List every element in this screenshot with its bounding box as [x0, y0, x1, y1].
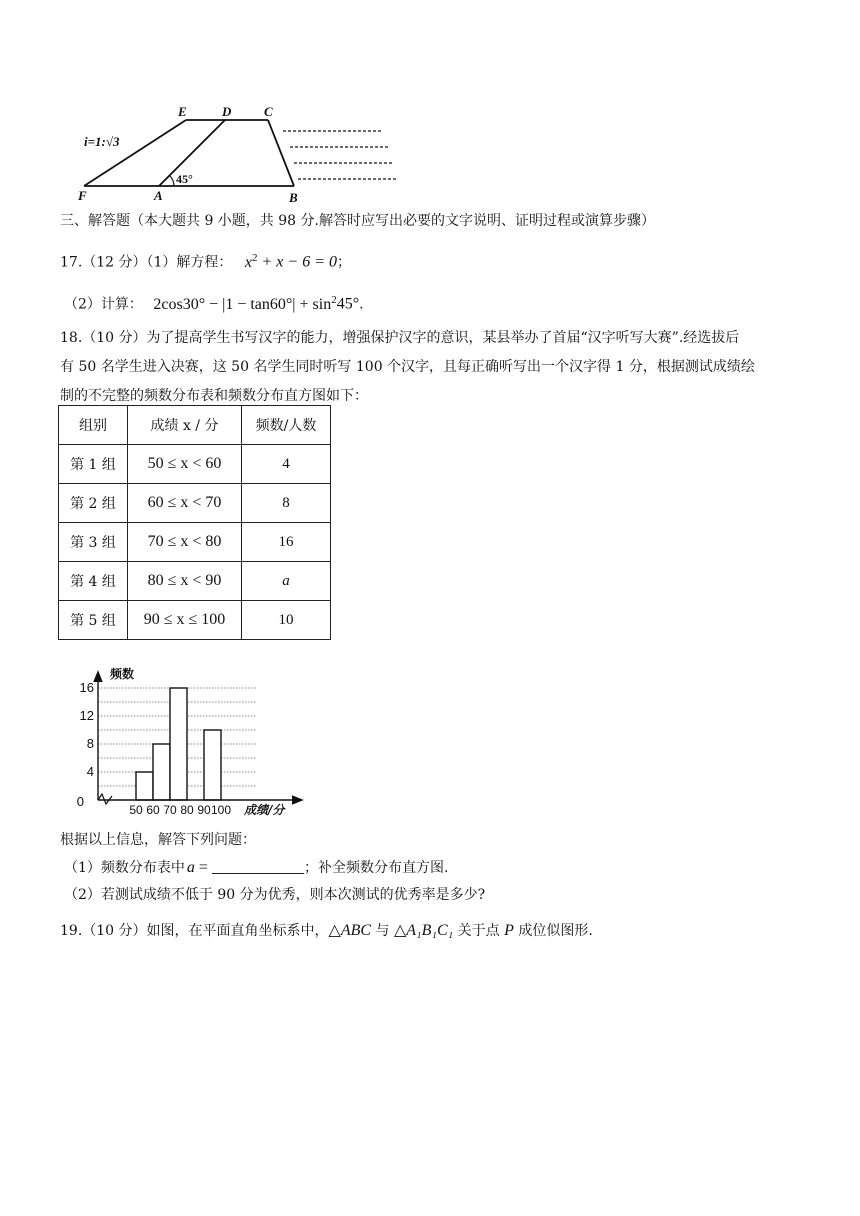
question-17-part1 — [60, 248, 351, 273]
x-tick-label: 50 — [129, 803, 143, 817]
q17-eq1-rest: + x − 6 = 0 — [257, 253, 337, 271]
point-label-e: E — [178, 104, 187, 119]
q18-sub1-a: （1）频数分布表中 — [64, 860, 185, 876]
point-label-b: B — [289, 190, 298, 205]
point-label-a: A — [154, 188, 163, 203]
table-row — [59, 601, 331, 640]
q17-eq2-end: . — [359, 296, 364, 313]
y-tick-label: 12 — [79, 708, 94, 723]
question-18-line2: 有 50 名学生进入决赛，这 50 名学生同时听写 100 个汉字，且每正确听写出一个汉字得 1 分，根据测试成绩绘 — [60, 359, 755, 375]
table-header: 组别 — [59, 406, 128, 445]
table-cell-range: 80 ≤ x < 90 — [128, 562, 242, 601]
q17-eq2-b: 45° — [336, 295, 360, 313]
table-row — [59, 445, 331, 484]
table-header: 成绩 x / 分 — [128, 406, 242, 445]
point-label-c: C — [264, 104, 273, 119]
table-header-row — [59, 406, 331, 445]
table-cell-range: 90 ≤ x ≤ 100 — [128, 601, 242, 640]
histogram-bar — [204, 730, 221, 800]
q17-part2-label: （2）计算： — [64, 296, 143, 313]
angle-arc — [170, 176, 175, 187]
x-tick-label: 80 — [180, 803, 194, 817]
table-cell-count: 10 — [242, 601, 331, 640]
table-cell-range: 50 ≤ x < 60 — [128, 445, 242, 484]
point-label-f: F — [78, 188, 87, 203]
q19-c: 成位似图形. — [513, 923, 593, 939]
q17-eq1-end: ； — [337, 254, 351, 271]
x-axis-arrow — [292, 796, 302, 804]
trapezoid-figure — [70, 100, 410, 208]
section-3-heading: 三、解答题（本大题共 9 小题，共 98 分.解答时应写出必要的文字说明、证明过程或演算步骤） — [60, 213, 655, 229]
q19-point: P — [504, 922, 514, 939]
axis-break — [98, 794, 112, 804]
frequency-table — [58, 405, 331, 640]
histogram-bar — [170, 688, 187, 800]
table-row — [59, 523, 331, 562]
y-tick-label: 4 — [86, 764, 94, 779]
q18-after-text: 根据以上信息，解答下列问题： — [60, 832, 256, 848]
answer-blank[interactable] — [212, 859, 304, 874]
point-label-d: D — [222, 104, 232, 119]
table-cell-count: 4 — [242, 445, 331, 484]
q18-sub2: （2）若测试成绩不低于 90 分为优秀，则本次测试的优秀率是多少? — [64, 887, 486, 903]
x-tick-label: 100 — [210, 803, 232, 817]
table-header: 频数/人数 — [242, 406, 331, 445]
q17-head: 17.（12 分）（1）解方程： — [60, 254, 233, 271]
histogram-bar — [136, 772, 153, 800]
q17-eq1-x: x — [244, 253, 252, 271]
q17-eq2-sup: 2 — [331, 294, 337, 306]
table-cell-count: 8 — [242, 484, 331, 523]
x-tick-label: 90 — [197, 803, 211, 817]
y-axis-arrow — [94, 672, 102, 682]
angle-label: 45° — [176, 172, 193, 186]
q19-tri1: △ABC — [328, 922, 372, 939]
question-18-line3: 制的不完整的频数分布表和频数分布直方图如下： — [60, 388, 368, 404]
q18-sub1-b: ；补全频数分布直方图. — [303, 860, 449, 876]
q19-mid: 与 — [371, 923, 394, 939]
histogram-bar — [153, 744, 170, 800]
y-tick-label: 0 — [76, 794, 84, 809]
q19-b: 关于点 — [453, 923, 505, 939]
q18-sub1-var: a — [186, 859, 195, 876]
q19-a: 19.（10 分）如图，在平面直角坐标系中， — [60, 923, 329, 939]
question-18-line1: 18.（10 分）为了提高学生书写汉字的能力，增强保护汉字的意识，某县举办了首届“汉字听写大赛”.经选拔后 — [60, 330, 740, 346]
q17-eq1-sup: 2 — [252, 252, 258, 264]
table-cell-group: 第 1 组 — [59, 445, 128, 484]
table-cell-group: 第 3 组 — [59, 523, 128, 562]
segment-cb — [268, 120, 294, 186]
y-axis-title: 频数 — [110, 667, 135, 681]
y-tick-label: 8 — [86, 736, 94, 751]
q19-tri2: △A₁B₁C₁ — [393, 922, 454, 939]
table-cell-range: 60 ≤ x < 70 — [128, 484, 242, 523]
question-19 — [60, 921, 593, 941]
x-tick-label: 60 — [146, 803, 160, 817]
y-tick-label: 16 — [79, 680, 94, 695]
x-axis-title: 成绩/分 — [244, 803, 285, 817]
table-cell-range: 70 ≤ x < 80 — [128, 523, 242, 562]
table-row — [59, 562, 331, 601]
x-tick-label: 70 — [163, 803, 177, 817]
table-cell-group: 第 2 组 — [59, 484, 128, 523]
q18-sub1-eq: = — [194, 859, 212, 876]
question-17-part2 — [64, 290, 364, 315]
q17-eq2-a: 2cos30° − |1 − tan60°| + sin — [153, 295, 332, 313]
table-cell-group: 第 5 组 — [59, 601, 128, 640]
table-row — [59, 484, 331, 523]
q18-sub1 — [64, 858, 448, 878]
slope-label: i=1:√3 — [84, 134, 120, 149]
frequency-histogram — [64, 662, 324, 822]
table-cell-group: 第 4 组 — [59, 562, 128, 601]
table-cell-count: a — [242, 562, 331, 601]
table-cell-count: 16 — [242, 523, 331, 562]
